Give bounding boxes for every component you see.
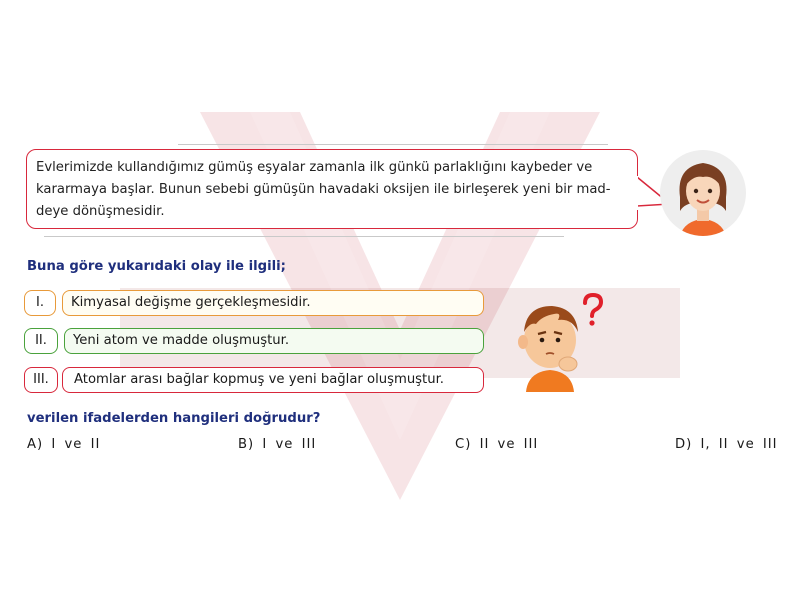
- statement-numeral: I.: [24, 290, 56, 316]
- choice-text: I ve III: [262, 437, 317, 452]
- choice-a[interactable]: [27, 437, 100, 452]
- statement-text: Atomlar arası bağlar kopmuş ve yeni bağlar oluşmuştur.: [62, 367, 484, 393]
- bottom-rule: [44, 236, 564, 237]
- statement-text: Kimyasal değişme gerçekleşmesidir.: [62, 290, 484, 316]
- question-prompt: Buna göre yukarıdaki olay ile ilgili;: [27, 259, 286, 274]
- choice-d[interactable]: [675, 437, 778, 452]
- intro-paragraph: [36, 157, 636, 223]
- choice-label: A): [27, 437, 44, 452]
- choice-label: D): [675, 437, 693, 452]
- intro-line: Evlerimizde kullandığımız gümüş eşyalar zamanla ilk günkü parlaklığını kaybeder ve: [36, 160, 593, 175]
- question-ask: verilen ifadelerden hangileri doğrudur?: [27, 411, 321, 426]
- choice-text: I ve II: [51, 437, 101, 452]
- statement-row-1: [24, 290, 486, 316]
- intro-line: kararmaya başlar. Bunun sebebi gümüşün havadaki oksijen ile birleşerek yeni bir mad-: [36, 182, 611, 197]
- choice-c[interactable]: [455, 437, 538, 452]
- statement-numeral: II.: [24, 328, 58, 354]
- intro-line: deye dönüşmesidir.: [36, 204, 165, 219]
- teacher-avatar-icon: [660, 147, 746, 245]
- statement-row-3: [24, 367, 486, 393]
- choice-text: I, II ve III: [700, 437, 778, 452]
- statement-row-2: [24, 328, 486, 354]
- choice-label: C): [455, 437, 472, 452]
- question-mark-icon: [581, 293, 605, 327]
- top-rule: [178, 144, 608, 145]
- statement-numeral: III.: [24, 367, 58, 393]
- choice-text: II ve III: [479, 437, 539, 452]
- choice-b[interactable]: [238, 437, 316, 452]
- choice-label: B): [238, 437, 255, 452]
- statement-text: Yeni atom ve madde oluşmuştur.: [64, 328, 484, 354]
